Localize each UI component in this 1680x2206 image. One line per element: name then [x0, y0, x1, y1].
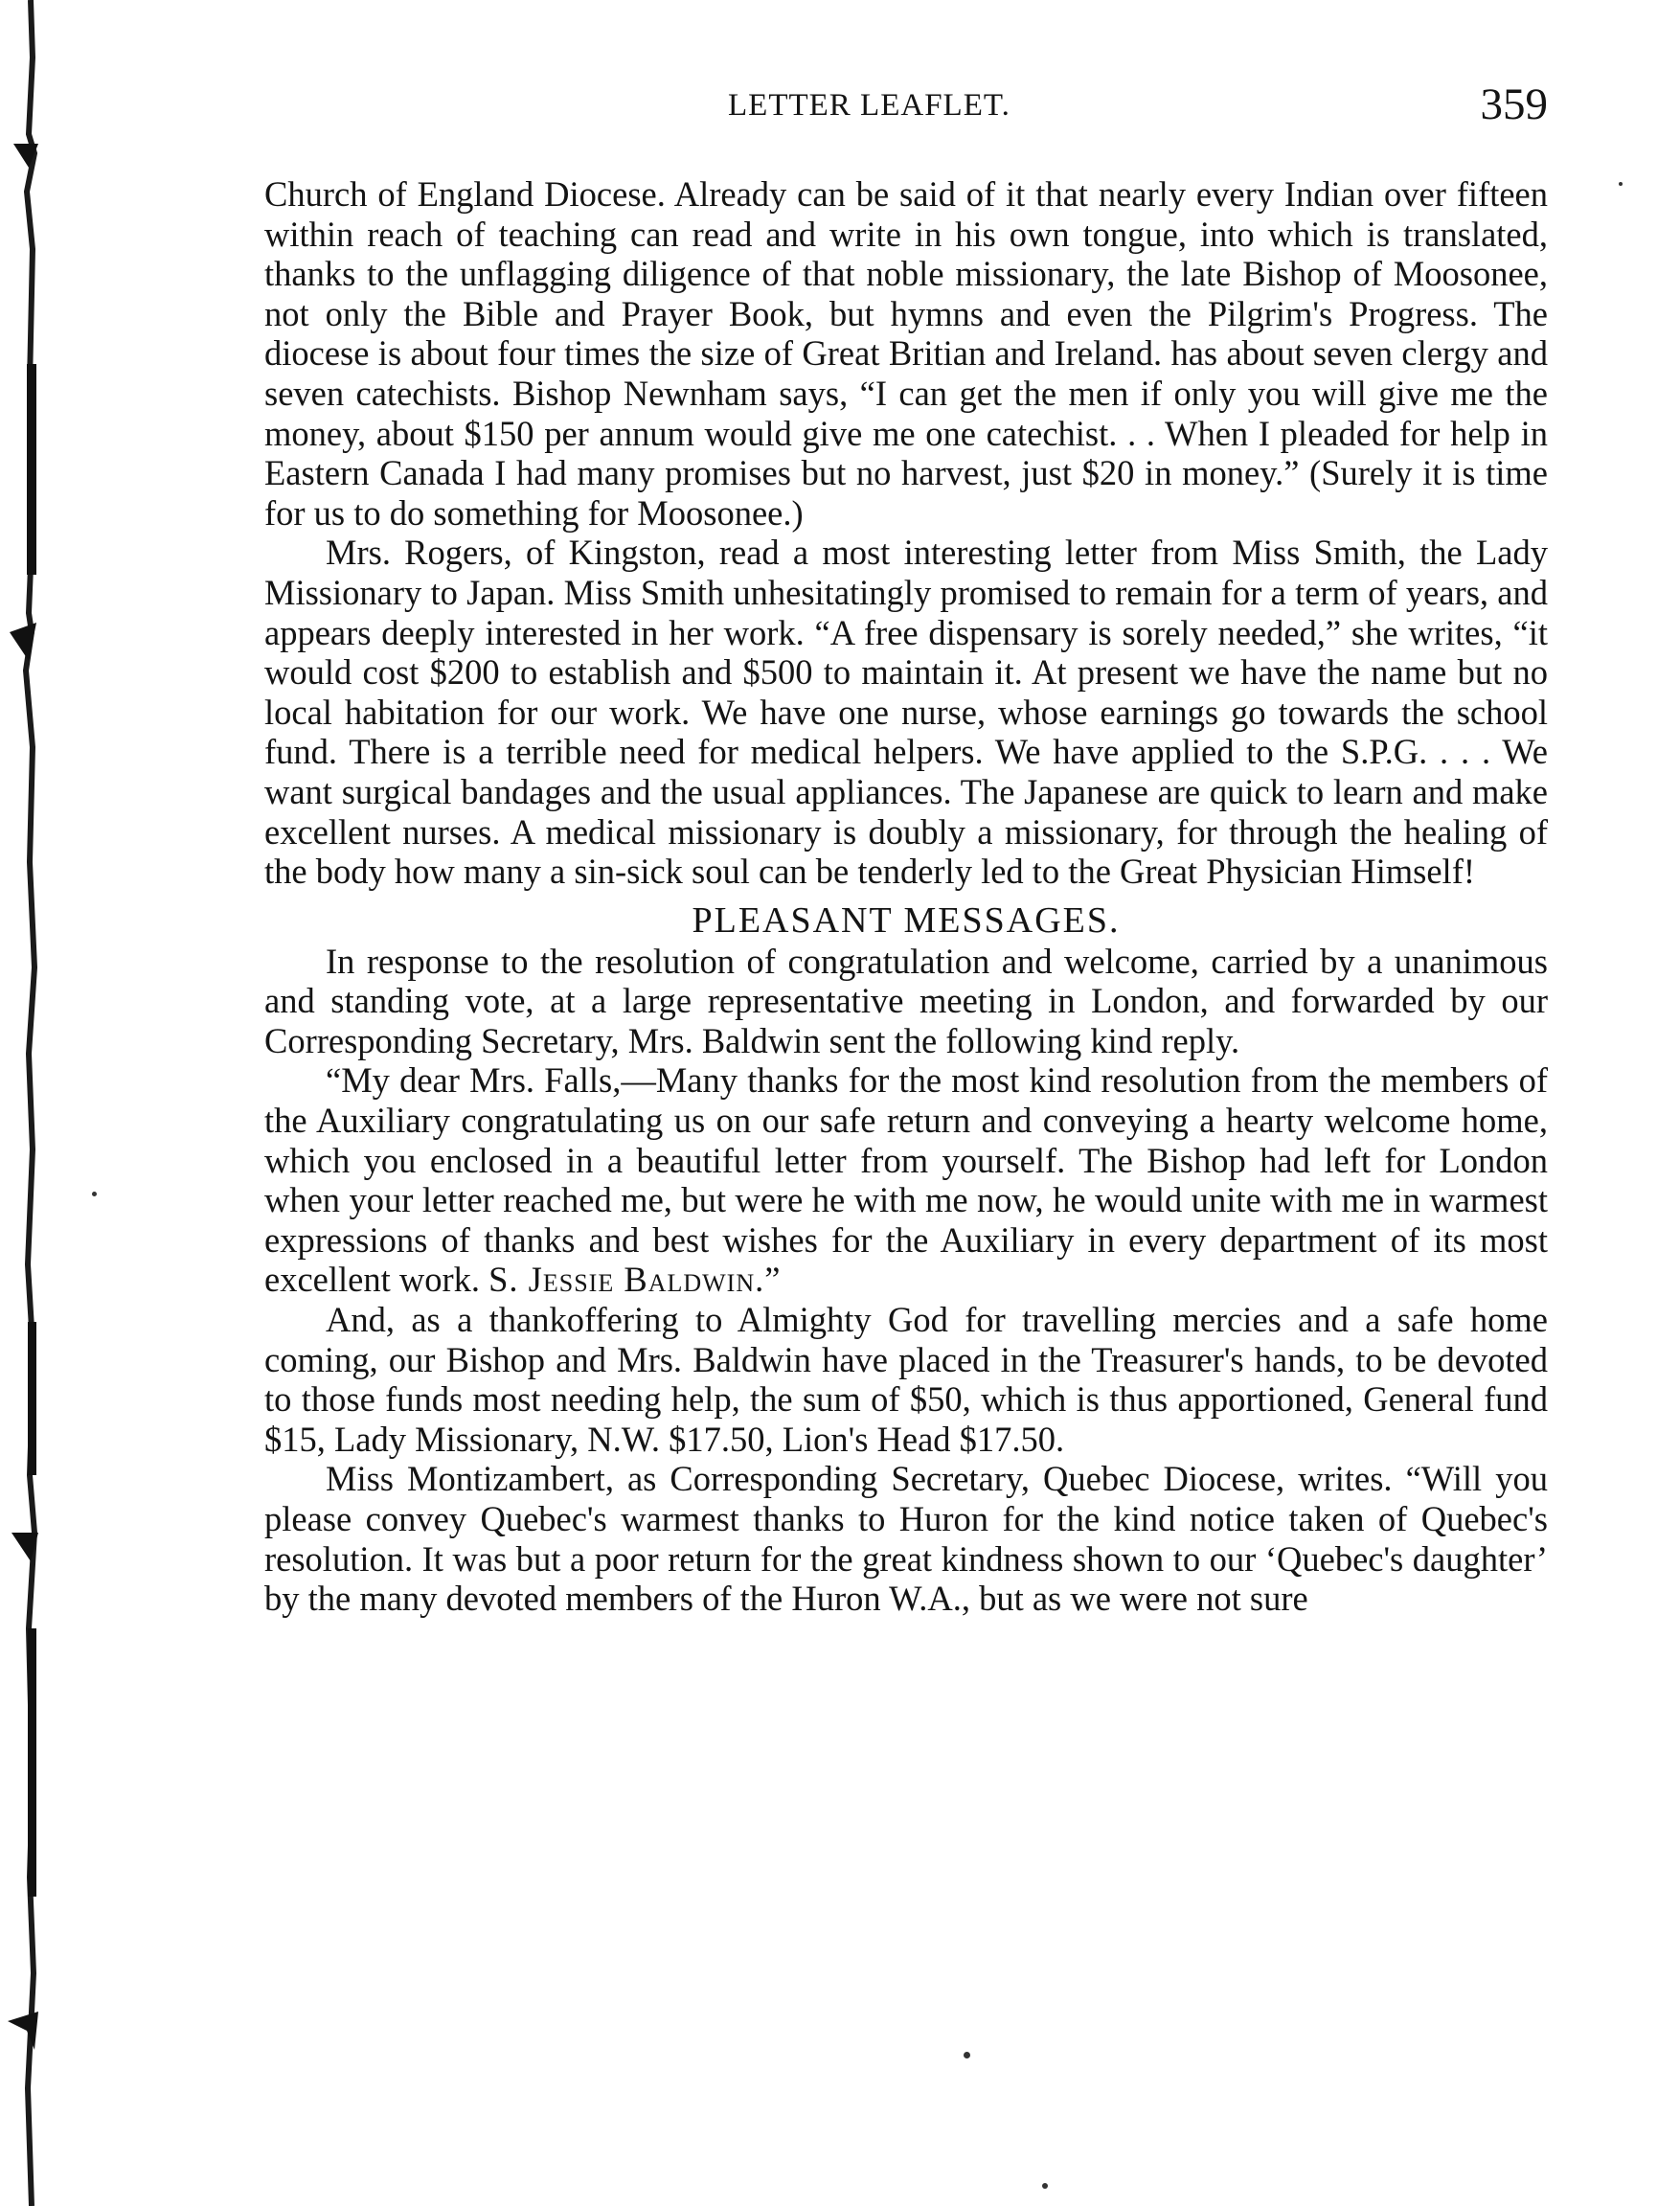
- paragraph-quebec: Miss Montizambert, as Corresponding Secretary, Quebec Diocese, writes. “Will you please convey Quebec's warmest thanks to Huron for the kind notice taken of Quebec's resolution. It was but a poor return for the great kindness shown to our ‘Quebec's daughter’ by the many devoted members of the Huron W.A., but as we were not sure: [264, 1459, 1548, 1619]
- section-title: PLEASANT MESSAGES.: [692, 899, 1121, 941]
- ink-speck: [1619, 182, 1623, 186]
- page-header: [264, 80, 1548, 142]
- paragraph-japan-letter: Mrs. Rogers, of Kingston, read a most interesting letter from Miss Smith, the Lady Missionary to Japan. Miss Smith unhesitatingly promised to remain for a term of years, and appears deeply interested in her work. “A free dispensary is sorely needed,” she writes, “it would cost $200 to establish and $500 to maintain it. At present we have the name but no local habitation for our work. We have one nurse, whose earnings go towards the school fund. There is a terrible need for medical helpers. We have applied to the S.P.G. . . . We want surgical bandages and the usual appliances. The Japanese are quick to learn and make excellent nurses. A medical missionary is doubly a missionary, for through the healing of the body how many a sin-sick soul can be tenderly led to the Great Physician Himself!: [264, 533, 1548, 892]
- binding-edge: [0, 0, 57, 2206]
- paragraph-thankoffering: And, as a thankoffering to Almighty God for travelling mercies and a safe home coming, our Bishop and Mrs. Baldwin have placed in the Treasurer's hands, to be devoted to those funds most needing help, the sum of $50, which is thus apportioned, General fund $15, Lady Missionary, N.W. $17.50, Lion's Head $17.50.: [264, 1300, 1548, 1459]
- signature: S. Jessie Baldwin.”: [488, 1260, 782, 1300]
- paragraph-baldwin-reply: [264, 1060, 1548, 1300]
- ink-speck: [1042, 2183, 1048, 2189]
- page-number: 359: [1480, 80, 1548, 129]
- reply-text: “My dear Mrs. Falls,—Many thanks for the most kind resolution from the members of the Auxiliary congratulating us on our safe return and conveying a hearty welcome home, which you enclosed in a beautiful letter from yourself. The Bishop had left for London when your letter reached me, but were he with me now, he would unite with me in warmest expressions of thanks and best wishes for the Auxiliary in every department of its most excellent work.: [264, 1060, 1548, 1300]
- paragraph-moosonee: Church of England Diocese. Already can be said of it that nearly every Indian over fifteen within reach of teaching can read and write in his own tongue, into which is translated, thanks to the unflagging diligence of that noble missionary, the late Bishop of Moosonee, not only the Bible and Prayer Book, but hymns and even the Pilgrim's Progress. The diocese is about four times the size of Great Britian and Ireland. has about seven clergy and seven catechists. Bishop Newnham says, “I can get the men if only you will give me the money, about $150 per annum would give me one catechist. . . When I pleaded for help in Eastern Canada I had many promises but no harvest, just $20 in money.” (Surely it is time for us to do something for Moosonee.): [264, 174, 1548, 533]
- running-title: LETTER LEAFLET.: [728, 88, 1010, 123]
- page-body: [264, 174, 1548, 1619]
- ink-speck: [92, 1192, 97, 1196]
- paragraph-resolution: In response to the resolution of congratulation and welcome, carried by a unanimous and standing vote, at a large representative meeting in London, and forwarded by our Corresponding Secretary, Mrs. Baldwin sent the following kind reply.: [264, 941, 1548, 1060]
- ink-speck: [964, 2052, 970, 2058]
